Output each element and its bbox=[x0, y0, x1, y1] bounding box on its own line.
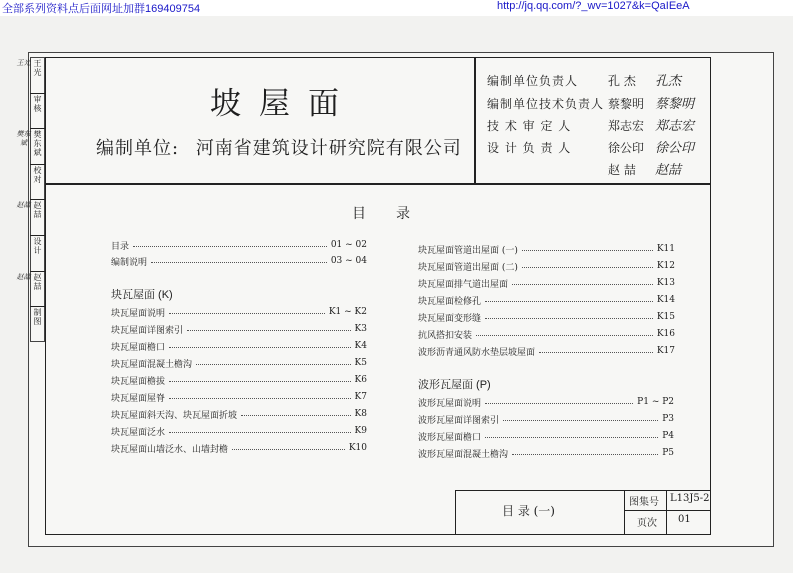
leader-dots bbox=[522, 250, 653, 251]
contents-entry-page: K8 bbox=[354, 409, 367, 419]
strip-signature: 赵喆 bbox=[16, 272, 31, 281]
responsible-role: 技 术 审 定 人 bbox=[487, 119, 572, 133]
contents-entry-page: 01 ~ 02 bbox=[330, 240, 367, 250]
leader-dots bbox=[503, 420, 658, 421]
leader-dots bbox=[485, 318, 653, 319]
strip-divider bbox=[30, 235, 45, 236]
contents-entry-title: 目录 bbox=[111, 241, 130, 252]
strip-cell bbox=[30, 59, 45, 93]
strip-signature: 樊东斌 bbox=[16, 130, 31, 148]
contents-entry-title: 块瓦屋面檐拔 bbox=[111, 376, 166, 387]
contents-row bbox=[111, 305, 367, 319]
contents-row bbox=[418, 395, 674, 409]
header-vertical-divider bbox=[474, 57, 476, 184]
contents-entry-page: K3 bbox=[354, 324, 367, 334]
strip-divider bbox=[30, 164, 45, 165]
contents-entry-title: 波形瓦屋面说明 bbox=[418, 398, 482, 409]
strip-label: 樊 东 斌 bbox=[33, 130, 42, 158]
contents-entry-title: 块瓦屋面檐口 bbox=[111, 342, 166, 353]
contents-row bbox=[111, 390, 367, 404]
contents-entry-title: 块瓦屋面详图索引 bbox=[111, 325, 184, 336]
leader-dots bbox=[485, 301, 653, 302]
responsible-role: 编制单位技术负责人 bbox=[487, 97, 605, 111]
contents-entry-page: K15 bbox=[656, 312, 675, 322]
contents-row bbox=[111, 322, 367, 336]
contents-entry-page: K14 bbox=[656, 295, 675, 305]
contents-row bbox=[111, 441, 367, 455]
responsible-name: 赵 喆 bbox=[608, 163, 636, 177]
contents-entry-title: 块瓦屋面斜天沟、块瓦屋面折坡 bbox=[111, 410, 238, 421]
contents-row bbox=[111, 356, 367, 370]
page-number-label: 页次 bbox=[637, 518, 657, 529]
responsible-signature: 徐公印 bbox=[655, 141, 695, 156]
leader-dots bbox=[485, 437, 658, 438]
compiling-unit-label: 编制单位: bbox=[96, 138, 180, 159]
contents-entry-title: 块瓦屋面检修孔 bbox=[418, 296, 482, 307]
contents-entry-title: 块瓦屋面变形缝 bbox=[418, 313, 482, 324]
header-divider bbox=[45, 183, 711, 185]
strip-cell bbox=[30, 237, 45, 271]
leader-dots bbox=[476, 335, 653, 336]
leader-dots bbox=[169, 313, 325, 314]
strip-divider bbox=[30, 128, 45, 129]
contents-entry-page: K5 bbox=[354, 358, 367, 368]
contents-row bbox=[418, 310, 675, 324]
strip-divider bbox=[30, 306, 45, 307]
leader-dots bbox=[151, 262, 327, 263]
strip-divider bbox=[30, 199, 45, 200]
contents-entry-title: 块瓦屋面泛水 bbox=[111, 427, 166, 438]
contents-entry-page: K13 bbox=[656, 278, 675, 288]
contents-entry-page: P1 ~ P2 bbox=[637, 397, 674, 407]
contents-entry-title: 块瓦屋面混凝土檐沟 bbox=[111, 359, 193, 370]
responsible-signature: 赵喆 bbox=[655, 163, 682, 178]
strip-cell bbox=[30, 130, 45, 164]
leader-dots bbox=[522, 267, 653, 268]
page-number: 01 bbox=[678, 514, 691, 525]
contents-entry-title: 抗风搭扣安装 bbox=[418, 330, 473, 341]
contents-entry-title: 块瓦屋面排气道出屋面 bbox=[418, 279, 509, 290]
contents-row bbox=[418, 446, 674, 460]
banner-url-link[interactable]: http://jq.qq.com/?_wv=1027&k=QaIEeA bbox=[497, 0, 690, 12]
contents-entry-page: K7 bbox=[354, 392, 367, 402]
strip-divider bbox=[30, 93, 45, 94]
leader-dots bbox=[232, 449, 345, 450]
contents-entry-page: P3 bbox=[662, 414, 674, 424]
contents-row bbox=[418, 327, 675, 341]
strip-cell bbox=[30, 95, 45, 129]
leader-dots bbox=[169, 398, 351, 399]
leader-dots bbox=[539, 352, 653, 353]
contents-entry-page: K9 bbox=[354, 426, 367, 436]
strip-label: 设 计 bbox=[33, 237, 42, 255]
leader-dots bbox=[241, 415, 351, 416]
contents-row bbox=[111, 373, 367, 387]
responsible-role: 编制单位负责人 bbox=[487, 74, 579, 88]
contents-entry-title: 编制说明 bbox=[111, 257, 148, 268]
compiling-unit-name: 河南省建筑设计研究院有限公司 bbox=[195, 138, 462, 159]
atlas-number-label: 图集号 bbox=[629, 497, 659, 508]
contents-entry-page: K16 bbox=[656, 329, 675, 339]
responsible-signature: 孔杰 bbox=[655, 74, 682, 89]
contents-row bbox=[418, 276, 675, 290]
top-banner bbox=[0, 0, 793, 16]
contents-entry-title: 波形瓦屋面详图索引 bbox=[418, 415, 500, 426]
contents-entry-page: K6 bbox=[354, 375, 367, 385]
responsible-signature: 郑志宏 bbox=[655, 119, 695, 134]
strip-cell bbox=[30, 166, 45, 200]
contents-entry-title: 块瓦屋面屋脊 bbox=[111, 393, 166, 404]
contents-entry-page: 03 ~ 04 bbox=[330, 256, 367, 266]
strip-divider bbox=[30, 271, 45, 272]
strip-signature: 赵喆 bbox=[16, 201, 31, 210]
contents-row bbox=[418, 344, 675, 358]
leader-dots bbox=[169, 381, 351, 382]
contents-row bbox=[111, 254, 367, 268]
contents-entry-page: K1 ~ K2 bbox=[328, 307, 367, 317]
strip-label: 校 对 bbox=[33, 165, 42, 184]
contents-entry-page: K10 bbox=[348, 443, 367, 453]
contents-row bbox=[111, 339, 367, 353]
sheet-title: 目 录 (一) bbox=[502, 504, 555, 518]
leader-dots bbox=[485, 403, 633, 404]
strip-label: 王 光 bbox=[33, 59, 42, 77]
responsible-name: 孔 杰 bbox=[608, 74, 636, 88]
contents-row bbox=[418, 412, 674, 426]
atlas-number: L13J5-2 bbox=[670, 493, 710, 504]
contents-row bbox=[111, 407, 367, 421]
leader-dots bbox=[187, 330, 351, 331]
strip-label: 审 核 bbox=[33, 94, 42, 113]
strip-cell bbox=[30, 308, 45, 342]
banner-group-text: 全部系列资料点后面网址加群169409754 bbox=[2, 3, 201, 15]
responsible-name: 徐公印 bbox=[608, 141, 645, 155]
contents-entry-title: 块瓦屋面管道出屋面 (一) bbox=[418, 245, 518, 256]
strip-signature: 王光 bbox=[16, 59, 31, 67]
leader-dots bbox=[512, 454, 658, 455]
strip-label: 制 图 bbox=[33, 308, 42, 327]
contents-row bbox=[111, 424, 367, 438]
section-heading-p: 波形瓦屋面 (P) bbox=[418, 379, 491, 391]
strip-label: 赵 喆 bbox=[33, 201, 42, 220]
leader-dots bbox=[169, 347, 351, 348]
contents-entry-title: 块瓦屋面山墙泛水、山墙封檐 bbox=[111, 444, 229, 455]
contents-row bbox=[111, 238, 367, 252]
leader-dots bbox=[512, 284, 653, 285]
contents-entry-page: K17 bbox=[656, 346, 675, 356]
contents-row bbox=[418, 429, 674, 443]
responsible-role: 设 计 负 责 人 bbox=[487, 141, 572, 155]
leader-dots bbox=[196, 364, 351, 365]
contents-entry-page: K4 bbox=[354, 341, 367, 351]
contents-entry-page: P4 bbox=[662, 431, 674, 441]
contents-row bbox=[418, 259, 675, 273]
contents-entry-title: 波形沥青通风防水垫层坡屋面 bbox=[418, 347, 536, 358]
responsible-name: 蔡黎明 bbox=[608, 97, 645, 111]
leader-dots bbox=[169, 432, 351, 433]
strip-label: 赵 喆 bbox=[33, 272, 42, 291]
compiling-unit bbox=[96, 134, 462, 160]
contents-entry-title: 块瓦屋面管道出屋面 (二) bbox=[418, 262, 518, 273]
contents-row bbox=[418, 242, 675, 256]
page-title: 坡屋面 bbox=[210, 86, 357, 122]
strip-cell bbox=[30, 273, 45, 307]
contents-entry-page: K11 bbox=[656, 244, 675, 254]
contents-title: 目录 bbox=[352, 206, 440, 222]
strip-cell bbox=[30, 201, 45, 235]
responsible-name: 郑志宏 bbox=[608, 119, 645, 133]
contents-entry-title: 波形瓦屋面檐口 bbox=[418, 432, 482, 443]
contents-entry-page: P5 bbox=[662, 448, 674, 458]
section-heading-k: 块瓦屋面 (K) bbox=[111, 289, 173, 301]
contents-entry-page: K12 bbox=[656, 261, 675, 271]
contents-entry-title: 波形瓦屋面混凝土檐沟 bbox=[418, 449, 509, 460]
contents-entry-title: 块瓦屋面说明 bbox=[111, 308, 166, 319]
responsible-signature: 蔡黎明 bbox=[655, 97, 695, 112]
contents-row bbox=[418, 293, 675, 307]
leader-dots bbox=[133, 246, 327, 247]
